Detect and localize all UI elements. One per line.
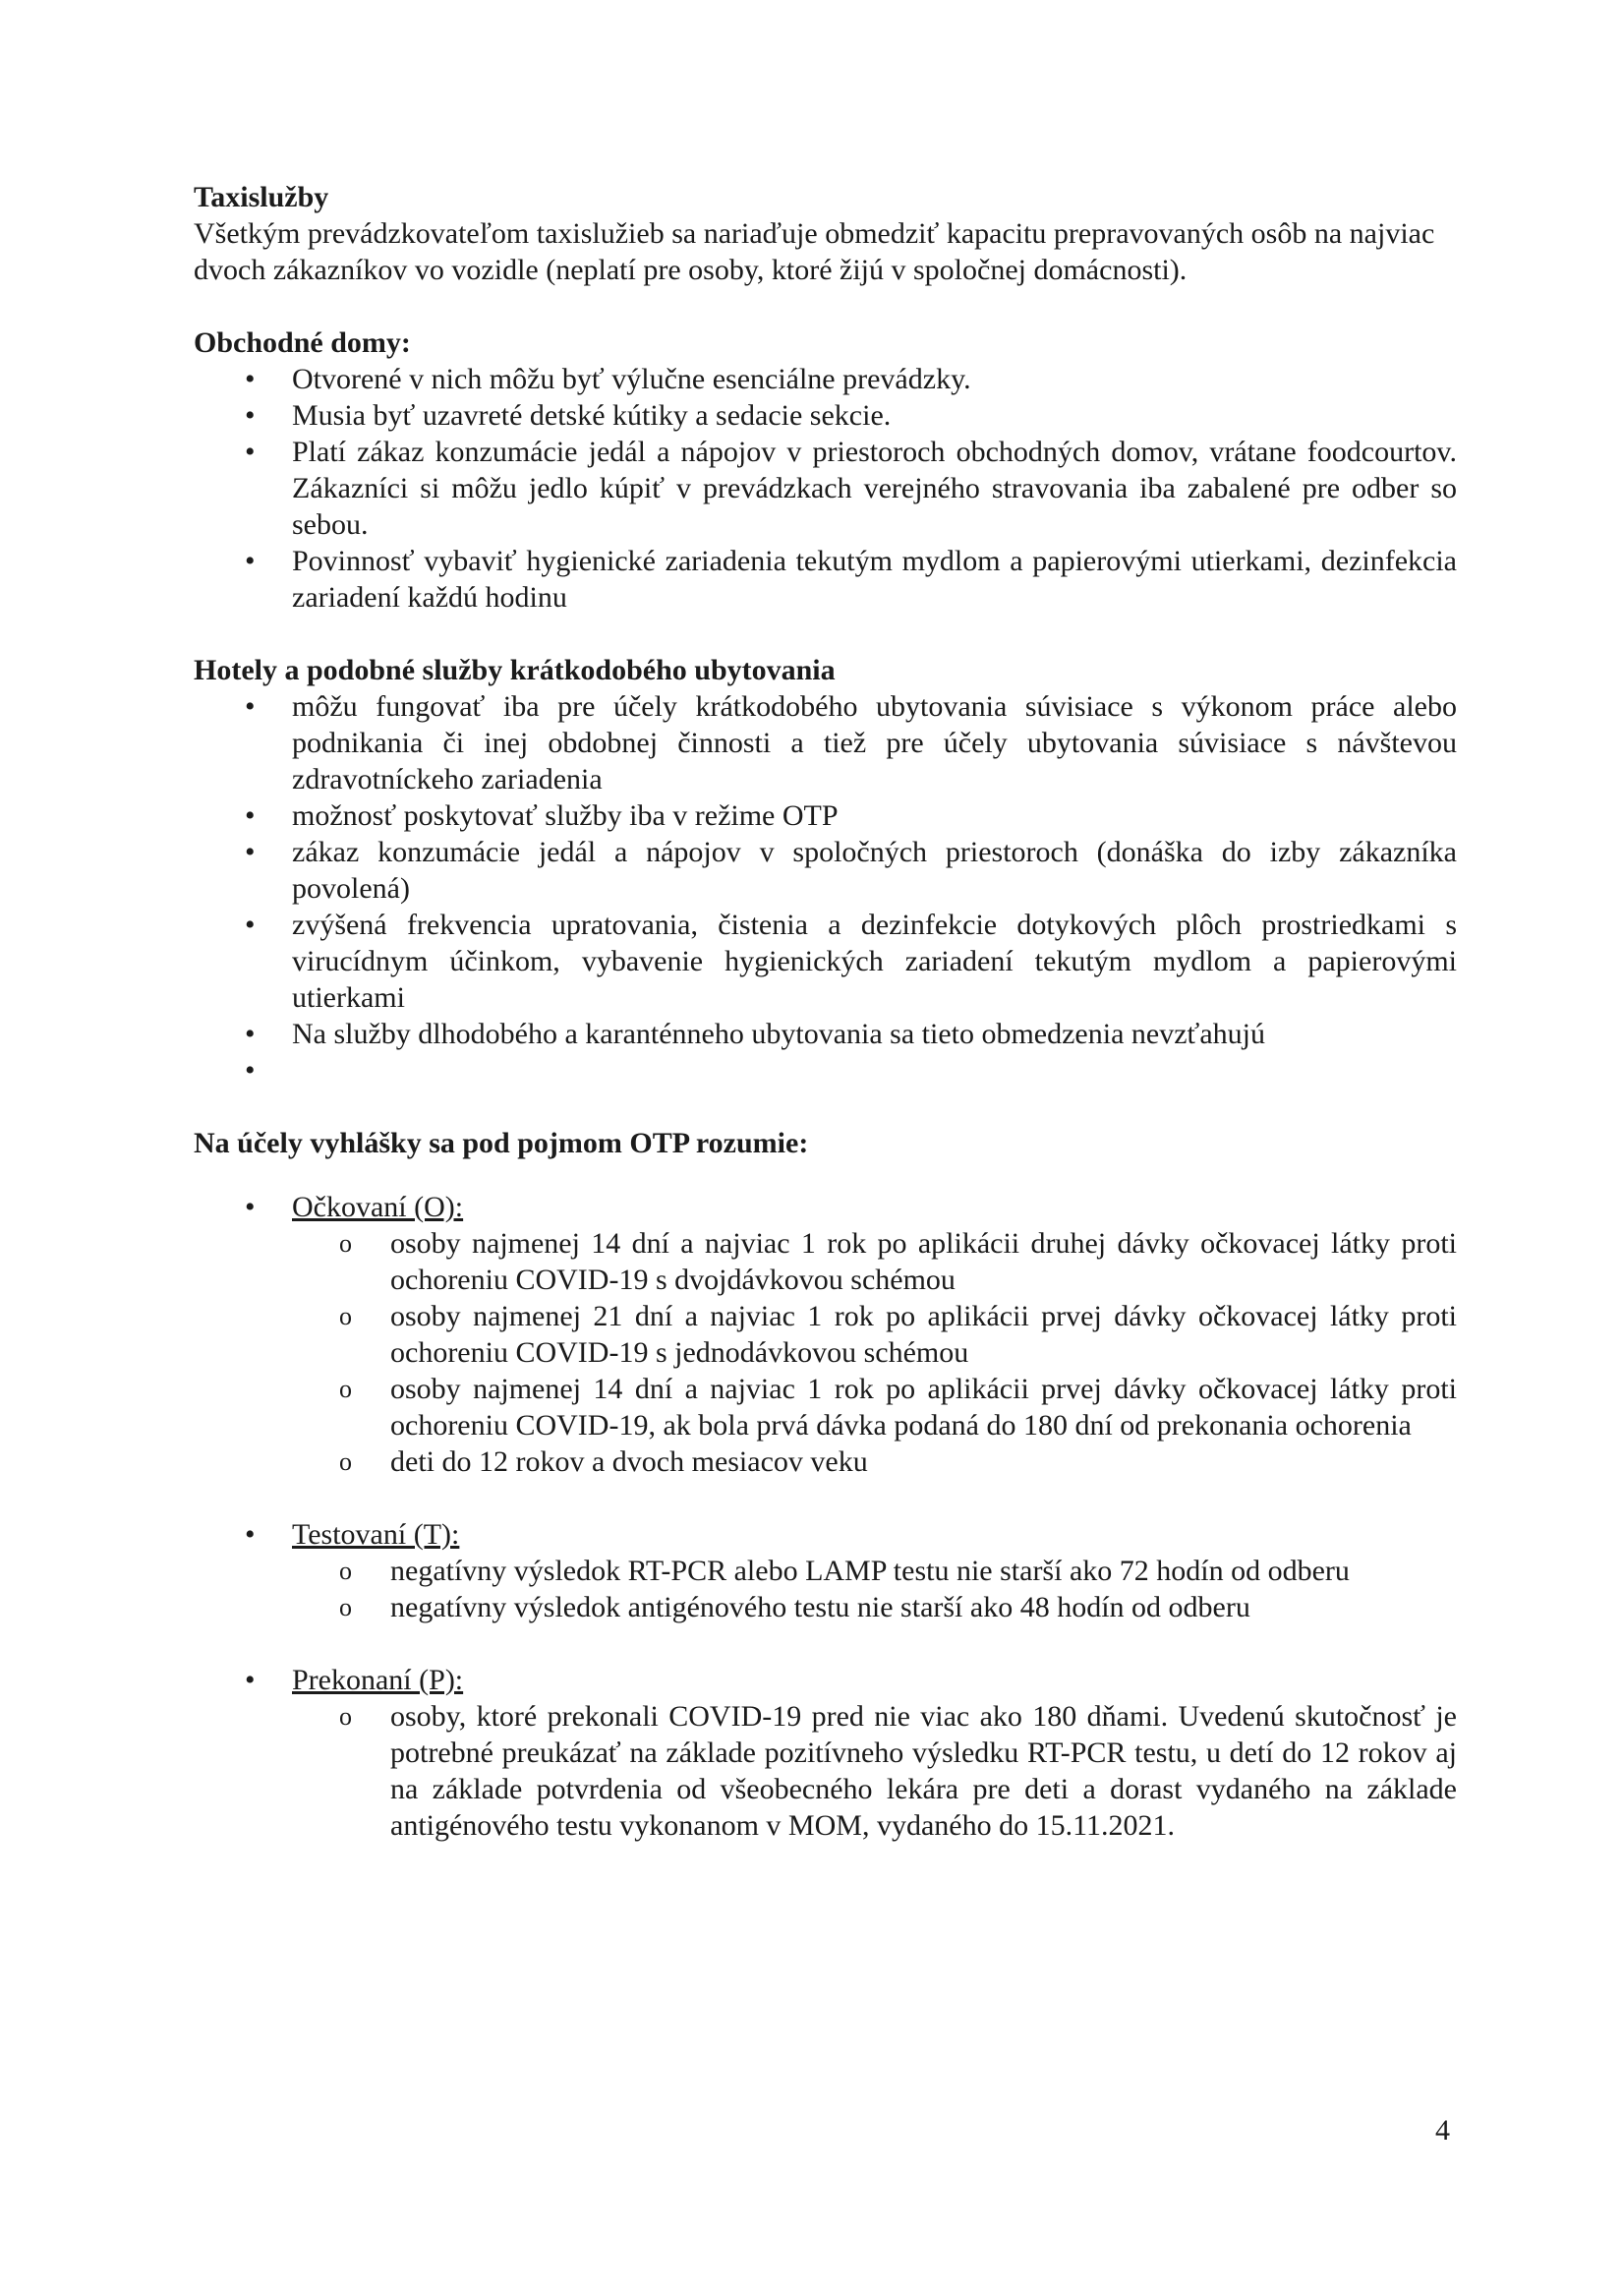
sub-item: o deti do 12 rokov a dvoch mesiacov veku [194, 1443, 1457, 1480]
list-item: • možnosť poskytovať služby iba v režime OTP [194, 797, 1457, 834]
sub-list [194, 1225, 1457, 1480]
list-item: • Otvorené v nich môžu byť výlučne esenciálne prevádzky. [194, 361, 1457, 397]
group-title: Testovaní (T): [292, 1518, 460, 1551]
section-taxi [194, 179, 1457, 288]
page-number: 4 [1435, 2114, 1450, 2147]
otp-group-vaccinated [194, 1189, 1457, 1480]
heading-otp: Na účely vyhlášky sa pod pojmom OTP rozumie: [194, 1127, 809, 1159]
list-item: • zvýšená frekvencia upratovania, čistenia a dezinfekcie dotykových plôch prostriedkami s virucídnym účinkom, vybavenie hygienických zariadení tekutým mydlom a papierovými utierkami [194, 907, 1457, 1016]
otp-group-tested [194, 1516, 1457, 1625]
list-item: • Na služby dlhodobého a karanténneho ubytovania sa tieto obmedzenia nevzťahujú [194, 1016, 1457, 1052]
list-item: • môžu fungovať iba pre účely krátkodobého ubytovania súvisiace s výkonom práce alebo podnikania či inej obdobnej činnosti a tiež pre účely ubytovania súvisiace s návštevou zdravotníckeho zariadenia [194, 688, 1457, 797]
section-hotels [194, 652, 1457, 1089]
section-otp [194, 1125, 1457, 1161]
heading-hotels: Hotely a podobné služby krátkodobého ubytovania [194, 654, 836, 686]
sub-list [194, 1553, 1457, 1625]
document-body [194, 179, 1457, 1880]
sub-item: o osoby najmenej 14 dní a najviac 1 rok po aplikácii druhej dávky očkovacej látky proti ochoreniu COVID-19 s dvojdávkovou schémou [194, 1225, 1457, 1298]
heading-taxi: Taxislužby [194, 181, 329, 213]
sub-item: o negatívny výsledok antigénového testu nie starší ako 48 hodín od odberu [194, 1589, 1457, 1625]
sub-item: o osoby, ktoré prekonali COVID-19 pred nie viac ako 180 dňami. Uvedenú skutočnosť je potrebné preukázať na základe pozitívneho výsledku RT-PCR testu, u detí do 12 rokov aj na základe potvrdenia od všeobecného lekára pre deti a dorast vydaného na základe antigénového testu vykonanom v MOM, vydaného do 15.11.2021. [194, 1698, 1457, 1844]
hotels-list [194, 688, 1457, 1089]
malls-list [194, 361, 1457, 616]
list-item: • Platí zákaz konzumácie jedál a nápojov v priestoroch obchodných domov, vrátane foodcourtov. Zákazníci si môžu jedlo kúpiť v prevádzkach verejného stravovania iba zabalené pre odber so sebou. [194, 434, 1457, 543]
section-malls [194, 324, 1457, 616]
heading-malls: Obchodné domy: [194, 326, 411, 359]
sub-item: o negatívny výsledok RT-PCR alebo LAMP testu nie starší ako 72 hodín od odberu [194, 1553, 1457, 1589]
sub-item: o osoby najmenej 21 dní a najviac 1 rok po aplikácii prvej dávky očkovacej látky proti ochoreniu COVID-19 s jednodávkovou schémou [194, 1298, 1457, 1371]
empty-list-item [194, 1052, 1457, 1089]
sub-list [194, 1698, 1457, 1844]
otp-group-recovered [194, 1662, 1457, 1844]
list-item: • zákaz konzumácie jedál a nápojov v spoločných priestoroch (donáška do izby zákazníka povolená) [194, 834, 1457, 907]
list-item: • Musia byť uzavreté detské kútiky a sedacie sekcie. [194, 397, 1457, 434]
list-item: • Povinnosť vybaviť hygienické zariadenia tekutým mydlom a papierovými utierkami, dezinfekcia zariadení každú hodinu [194, 543, 1457, 616]
otp-groups [194, 1189, 1457, 1844]
paragraph-taxi: Všetkým prevádzkovateľom taxislužieb sa nariaďuje obmedziť kapacitu prepravovaných osôb na najviac dvoch zákazníkov vo vozidle (neplatí pre osoby, ktoré žijú v spoločnej domácnosti). [194, 217, 1435, 286]
group-title: Prekonaní (P): [292, 1664, 464, 1696]
sub-item: o osoby najmenej 14 dní a najviac 1 rok po aplikácii prvej dávky očkovacej látky proti ochoreniu COVID-19, ak bola prvá dávka podaná do 180 dní od prekonania ochorenia [194, 1371, 1457, 1443]
group-title: Očkovaní (O): [292, 1191, 464, 1223]
